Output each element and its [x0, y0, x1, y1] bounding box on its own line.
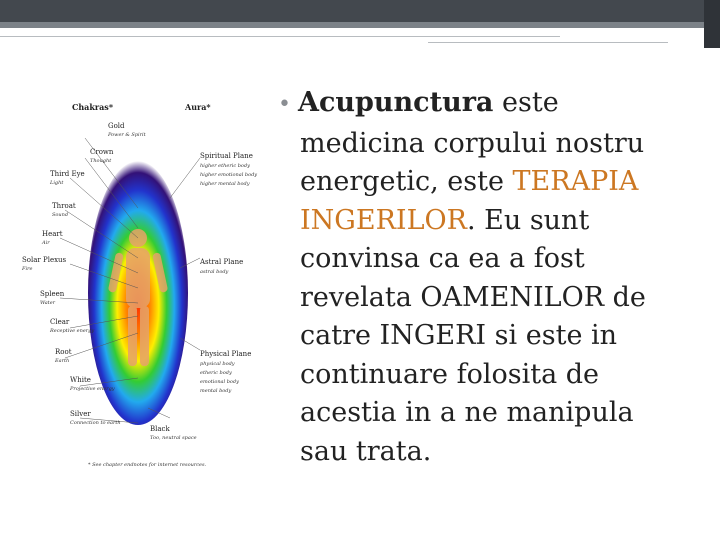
text-segment: convinsa ca ea a fost [300, 243, 585, 274]
highlighted-text: INGERILOR [300, 204, 467, 236]
aura-header: Aura* [185, 102, 211, 112]
headline: Acupunctura [298, 87, 494, 118]
chakras-header: Chakras* [72, 102, 113, 112]
chakra-label: Solar Plexus [22, 256, 67, 264]
text-line [300, 317, 698, 356]
text-line [300, 202, 698, 241]
text-segment: continuare folosita de [300, 358, 600, 390]
chakra-sublabel: Air [42, 240, 50, 246]
chakra-label: Root [55, 348, 72, 356]
text-line [300, 163, 698, 202]
aura-body-label: astral body [200, 269, 229, 275]
chakra-sublabel: Sound [52, 212, 69, 218]
text-segment: catre INGERI si este in [300, 320, 618, 351]
bullet-icon: • [278, 92, 291, 117]
chakra-sublabel: Connection to earth [70, 420, 121, 426]
chakra-label: Third Eye [50, 170, 85, 178]
aura-body-label: higher emotional body [200, 172, 258, 178]
aura-labels [199, 152, 257, 394]
text-line [300, 240, 698, 279]
top-thin-line-left [0, 36, 560, 37]
text-segment: sau trata. [300, 435, 432, 467]
chakra-label: Gold [108, 122, 125, 130]
chakra-label: Clear [50, 318, 70, 326]
top-thin-line-right [428, 42, 668, 43]
slide-text [278, 84, 698, 471]
text-line [502, 87, 559, 118]
top-bar-accent [0, 22, 720, 28]
text-line [300, 356, 698, 395]
figure-footnote: * See chapter endnotes for internet resources. [88, 462, 207, 468]
chakra-label: Black [150, 425, 170, 433]
chakra-sublabel: Fire [22, 266, 33, 272]
chakra-label: Spleen [40, 290, 65, 298]
chakra-sublabel: Receptive energy [50, 328, 95, 334]
chakra-sublabel: Too, neutral space [150, 435, 197, 441]
first-line [278, 84, 698, 125]
text-segment: medicina corpului nostru [300, 127, 645, 159]
aura-body-label: physical body [200, 361, 235, 367]
chakra-sublabel: Earth [55, 358, 70, 364]
chakra-sublabel: Power & Spirit [108, 132, 146, 138]
text-line [300, 433, 698, 472]
body-lines [278, 125, 698, 472]
text-segment: . Eu sunt [466, 204, 590, 236]
text-segment: revelata OAMENILOR de [300, 281, 646, 313]
chakra-label: Heart [42, 230, 63, 238]
aura-plane-label: Physical Plane [200, 350, 252, 358]
text-line [300, 394, 698, 433]
aura-body-label: mental body [200, 388, 232, 394]
aura-body-label: emotional body [200, 379, 239, 385]
top-right-block [704, 0, 720, 48]
aura-plane-label: Astral Plane [200, 258, 244, 266]
chakra-sublabel: Light [50, 180, 64, 186]
text-line [300, 125, 698, 164]
highlighted-text: TERAPIA [512, 166, 639, 197]
top-bar [0, 0, 720, 22]
chakra-label: White [70, 376, 91, 384]
chakra-aura-illustration [20, 88, 265, 473]
text-segment: este [502, 87, 559, 118]
chakra-sublabel: Water [40, 300, 56, 306]
chakra-aura-figure [20, 88, 265, 473]
chakra-sublabel: Thought [90, 158, 112, 164]
aura-plane-label: Spiritual Plane [200, 152, 253, 160]
aura-body-label: etheric body [200, 370, 232, 376]
text-segment: energetic, este [300, 166, 513, 197]
chakra-label: Throat [52, 202, 76, 210]
aura-body-label: higher etheric body [200, 163, 250, 169]
text-segment: acestia in a ne manipula [300, 397, 634, 428]
chakra-label: Silver [70, 410, 91, 418]
aura-body-label: higher mental body [200, 181, 250, 187]
chakra-label: Crown [90, 148, 114, 156]
chakra-sublabel: Projective energy [70, 386, 115, 392]
text-line [300, 279, 698, 318]
